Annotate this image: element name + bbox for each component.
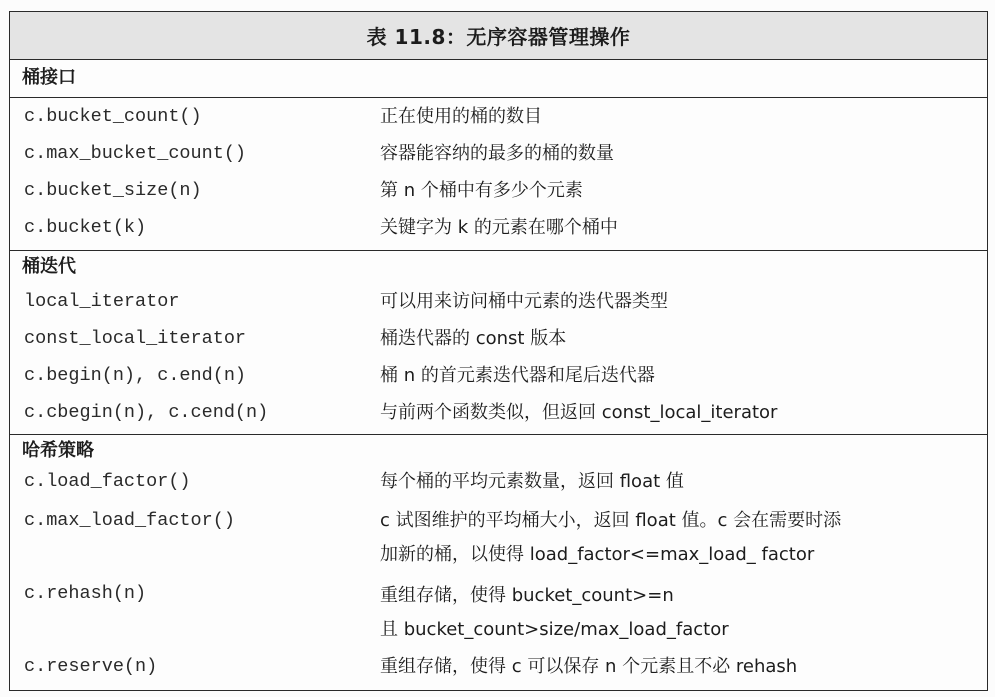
desc-rehash-line2: 且 bucket_count>size/max_load_factor [380, 619, 729, 640]
desc-begin-end: 桶 n 的首元素迭代器和尾后迭代器 [380, 365, 655, 386]
desc-bucket-count: 正在使用的桶的数目 [380, 106, 542, 127]
op-bucket-count: c.bucket_count() [24, 106, 202, 127]
section-heading-hash-policy: 哈希策略 [22, 440, 94, 461]
op-bucket: c.bucket(k) [24, 217, 147, 238]
desc-cbegin-cend: 与前两个函数类似，但返回 const_local_iterator [380, 402, 778, 423]
op-load-factor: c.load_factor() [24, 471, 191, 492]
op-begin-end: c.begin(n), c.end(n) [24, 365, 247, 386]
desc-bucket: 关键字为 k 的元素在哪个桶中 [380, 217, 618, 238]
section-divider [10, 97, 987, 98]
op-bucket-size: c.bucket_size(n) [24, 180, 202, 201]
desc-rehash-line1: 重组存储，使得 bucket_count>=n [380, 585, 674, 606]
unordered-container-ops-table [9, 11, 988, 691]
op-local-iterator: local_iterator [24, 291, 180, 312]
desc-max-load-factor-line2: 加新的桶，以使得 load_factor<=max_load_ factor [380, 544, 815, 565]
desc-const-local-iterator: 桶迭代器的 const 版本 [380, 328, 567, 349]
op-const-local-iterator: const_local_iterator [24, 328, 247, 349]
desc-load-factor: 每个桶的平均元素数量，返回 float 值 [380, 471, 684, 492]
op-rehash: c.rehash(n) [24, 583, 147, 604]
table-caption: 表 11.8：无序容器管理操作 [10, 12, 987, 60]
desc-max-load-factor-line1: c 试图维护的平均桶大小，返回 float 值。c 会在需要时添 [380, 510, 842, 531]
op-max-bucket-count: c.max_bucket_count() [24, 143, 247, 164]
section-divider [10, 434, 987, 435]
desc-local-iterator: 可以用来访问桶中元素的迭代器类型 [380, 291, 668, 312]
desc-max-bucket-count: 容器能容纳的最多的桶的数量 [380, 143, 614, 164]
table-body [10, 60, 987, 690]
op-max-load-factor: c.max_load_factor() [24, 510, 235, 531]
desc-bucket-size: 第 n 个桶中有多少个元素 [380, 180, 583, 201]
desc-reserve: 重组存储，使得 c 可以保存 n 个元素且不必 rehash [380, 656, 798, 677]
section-heading-bucket-iteration: 桶迭代 [22, 256, 76, 277]
op-cbegin-cend: c.cbegin(n), c.cend(n) [24, 402, 269, 423]
section-heading-bucket-interface: 桶接口 [22, 67, 76, 88]
section-divider [10, 250, 987, 251]
op-reserve: c.reserve(n) [24, 656, 158, 677]
